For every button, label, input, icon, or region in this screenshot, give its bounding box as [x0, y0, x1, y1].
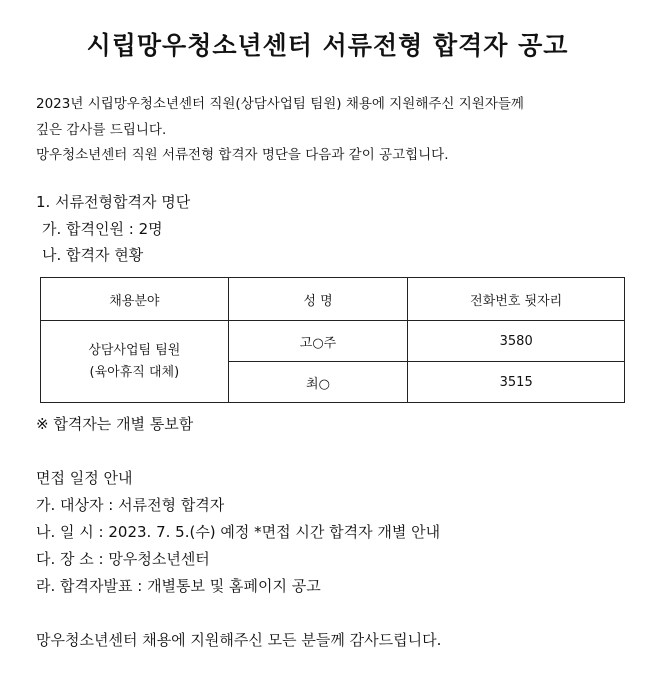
department-cell [41, 321, 229, 403]
results-table [40, 277, 625, 403]
interview-line-1: 가. 대상자 : 서류전형 합격자 [36, 496, 225, 514]
phone-cell: 3580 [408, 321, 625, 362]
header-phone: 전화번호 뒷자리 [408, 278, 625, 321]
section1-item-ga: 가. 합격인원 : 2명 [42, 220, 163, 238]
department-note: (육아휴직 대체) [89, 364, 180, 380]
interview-heading: 면접 일정 안내 [36, 469, 133, 487]
intro-line-3: 망우청소년센터 직원 서류전형 합격자 명단을 다음과 같이 공고힙니다. [36, 147, 449, 163]
interview-line-3: 다. 장 소 : 망우청소년센터 [36, 550, 210, 568]
page-title: 시립망우청소년센터 서류전형 합격자 공고 [86, 31, 569, 60]
closing-text: 망우청소년센터 채용에 지원해주신 모든 분들께 감사드립니다. [36, 631, 442, 649]
interview-line-2: 나. 일 시 : 2023. 7. 5.(수) 예정 *면접 시간 합격자 개별 안내 [36, 523, 441, 541]
header-name: 성 명 [228, 278, 408, 321]
name-cell: 최○ [228, 362, 408, 403]
intro-line-1: 2023년 시립망우청소년센터 직원(상담사업팀 팀원) 채용에 지원해주신 지원자들께 [36, 96, 524, 112]
header-department: 채용분야 [41, 278, 229, 321]
name-cell: 고○주 [228, 321, 408, 362]
section1-item-na: 나. 합격자 현황 [42, 246, 144, 264]
phone-cell: 3515 [408, 362, 625, 403]
intro-line-2: 깊은 감사를 드립니다. [36, 122, 167, 138]
notice-text: ※ 합격자는 개별 통보함 [36, 415, 194, 433]
table-header-row [41, 278, 625, 321]
department-name: 상담사업팀 팀원 [88, 342, 181, 358]
table-row [41, 321, 625, 362]
interview-line-4: 라. 합격자발표 : 개별통보 및 홈페이지 공고 [36, 577, 321, 595]
section1-heading: 1. 서류전형합격자 명단 [36, 193, 191, 211]
